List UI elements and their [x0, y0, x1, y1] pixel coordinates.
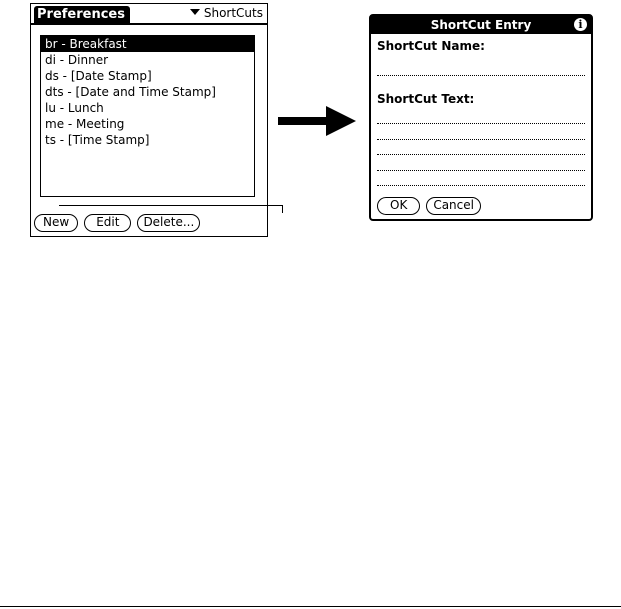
title-bar [31, 4, 267, 25]
text-field-line [377, 139, 585, 140]
dialog-title: ShortCut Entry [430, 18, 532, 32]
cancel-button[interactable]: Cancel [426, 197, 481, 215]
text-field-line [377, 123, 585, 124]
info-icon[interactable]: i [574, 18, 587, 31]
new-button[interactable]: New [34, 214, 78, 232]
shortcut-text-label: ShortCut Text: [377, 92, 475, 106]
shortcut-entry-dialog [369, 14, 593, 221]
dialog-button-row [377, 197, 481, 215]
edit-button[interactable]: Edit [84, 214, 131, 232]
text-field-line [377, 154, 585, 155]
ok-button[interactable]: OK [377, 197, 420, 215]
callout-line-tick [282, 205, 283, 213]
list-item[interactable]: me - Meeting [45, 117, 125, 131]
category-picker-label: ShortCuts [203, 6, 263, 20]
text-field-line [377, 170, 585, 171]
dialog-title-bar [371, 16, 591, 34]
list-item[interactable]: lu - Lunch [45, 101, 104, 115]
list-item[interactable]: ts - [Time Stamp] [45, 133, 150, 147]
page-divider [0, 606, 621, 607]
callout-line [59, 205, 283, 206]
shortcut-name-field[interactable] [377, 58, 585, 76]
list-item[interactable]: dts - [Date and Time Stamp] [45, 85, 216, 99]
delete-button[interactable]: Delete... [137, 214, 200, 232]
button-row [34, 214, 200, 232]
preferences-screen [30, 3, 268, 237]
shortcut-list [40, 35, 255, 197]
list-item[interactable]: di - Dinner [45, 53, 109, 67]
shortcut-name-label: ShortCut Name: [377, 39, 485, 53]
name-field-underline [377, 75, 585, 76]
app-title: Preferences [34, 6, 130, 23]
dropdown-triangle-icon [190, 9, 200, 15]
text-field-line [377, 185, 585, 186]
category-picker[interactable] [190, 6, 263, 21]
list-item[interactable]: br - Breakfast [41, 36, 254, 52]
list-item[interactable]: ds - [Date Stamp] [45, 69, 152, 83]
right-arrow-icon [278, 104, 358, 140]
